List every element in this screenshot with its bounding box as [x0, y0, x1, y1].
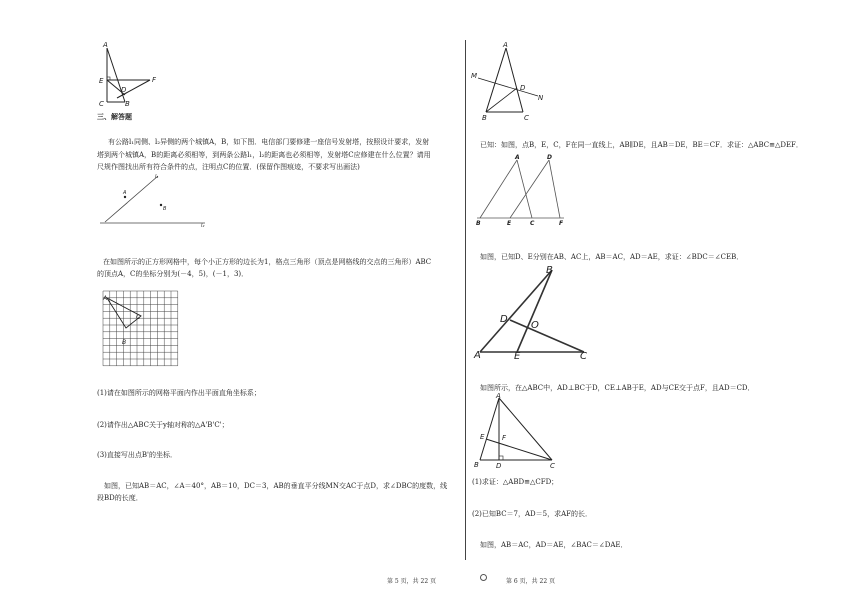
q3-line-2: 段BD的长度．: [97, 494, 143, 502]
page-number-left: 第 5 页，共 22 页: [387, 578, 437, 585]
fig6-label: F: [502, 434, 507, 442]
fig1-label: F: [152, 76, 157, 84]
q2-line-1: 在如图所示的正方形网格中，每个小正方形的边长为1，格点三角形（顶点是网格线的交点的三角形）ABC: [103, 258, 432, 266]
section-title: 三、解答题: [97, 112, 132, 121]
grid-label-c: C: [136, 314, 141, 321]
fig6-label: A: [496, 392, 501, 400]
fig4-label: F: [559, 220, 564, 227]
fig4-label: D: [547, 154, 552, 161]
fig1-label: E: [99, 77, 104, 85]
grid-figure: [100, 288, 180, 368]
fig1-label: B: [125, 100, 130, 108]
figure-two-triangles: [472, 152, 572, 227]
q4-text: 已知：如图，点B，E，C，F在同一直线上，AB∥DE，且AB＝DE，BE＝CF．求证：△ABC≌△DEF．: [480, 141, 803, 149]
top-fig-label: A: [503, 41, 508, 49]
page-number-right: 第 6 页，共 22 页: [506, 578, 556, 585]
top-fig-label: B: [482, 114, 487, 122]
fig6-label: C: [550, 462, 555, 470]
fig4-label: E: [507, 220, 512, 227]
fig5-label: E: [514, 351, 521, 362]
fig1-label: A: [103, 41, 108, 49]
figure-isosceles-mn: [468, 40, 553, 125]
fig5-label: D: [500, 314, 508, 325]
q2-line-2: 的顶点A，C的坐标分别为(－4，5)，(－1，3)．: [97, 270, 249, 278]
point-b-label: B: [163, 206, 167, 212]
fig6-label: D: [496, 462, 502, 470]
fig6-label: E: [480, 433, 485, 441]
figure-triangle-efd: [95, 40, 170, 110]
grid-label-a: A: [103, 295, 108, 302]
fig4-label: C: [530, 220, 535, 227]
q3-line-1: 如图，已知AB＝AC，∠A＝40°，AB＝10，DC＝3，AB的垂直平分线MN交AC于点D，求∠DBC的度数，线: [104, 482, 448, 490]
q2-sub-1: (1)请在如图所示的网格平面内作出平面直角坐标系；: [97, 389, 261, 397]
q6-text: 如图所示，在△ABC中，AD⊥BC于D，CE⊥AB于E，AD与CE交于点F，且AD＝CD．: [480, 384, 755, 392]
top-fig-label: D: [520, 84, 526, 92]
center-circle-icon: [480, 574, 487, 581]
road-l1-label: l₁: [155, 174, 159, 180]
q2-sub-2: (2)请作出△ABC关于y轴对称的△A'B'C'；: [97, 421, 229, 429]
fig1-label: D: [121, 86, 127, 94]
top-fig-label: M: [471, 72, 478, 80]
q1-line-1: 有公路l₁同侧、l₂异侧的两个城镇A，B，如下图．电信部门要修建一座信号发射塔，按照设计要求，发射: [108, 138, 430, 146]
road-l2-label: l₂: [201, 223, 205, 229]
fig6-label: B: [474, 461, 479, 469]
figure-altitudes: [472, 392, 562, 472]
q1-line-3: 尺规作图找出所有符合条件的点，注明点C的位置．(保留作图痕迹，不要求写出画法): [97, 163, 360, 171]
fig5-label: B: [546, 265, 553, 276]
q6-sub-1: (1)求证：△ABD≌△CFD；: [472, 478, 559, 486]
q7-text: 如图，AB＝AC，AD＝AE，∠BAC＝∠DAE．: [480, 541, 628, 549]
grid-label-b: B: [122, 339, 127, 346]
fig5-label: A: [474, 350, 481, 361]
column-divider: [465, 40, 466, 560]
fig4-label: A: [515, 154, 520, 161]
fig5-label: O: [531, 320, 539, 331]
q5-text: 如图，已知D、E分别在AB、AC上，AB＝AC，AD＝AE，求证：∠BDC＝∠CEB．: [480, 253, 744, 261]
figure-two-roads: [95, 170, 215, 235]
point-a-label: A: [123, 190, 127, 196]
q6-sub-2: (2)已知BC＝7，AD＝5，求AF的长．: [472, 510, 593, 518]
fig5-label: C: [580, 351, 587, 362]
q1-line-2: 塔到两个城镇A，B的距离必须相等，到两条公路l₁，l₂的距离也必须相等，发射塔C应修建在什么位置？请用: [97, 151, 431, 159]
top-fig-label: N: [538, 94, 544, 102]
fig1-label: C: [99, 100, 104, 108]
top-fig-label: C: [524, 114, 529, 122]
q2-sub-3: (3)直接写出点B'的坐标．: [97, 451, 177, 459]
figure-bdc-ceb: [472, 262, 597, 362]
fig4-label: B: [476, 220, 481, 227]
